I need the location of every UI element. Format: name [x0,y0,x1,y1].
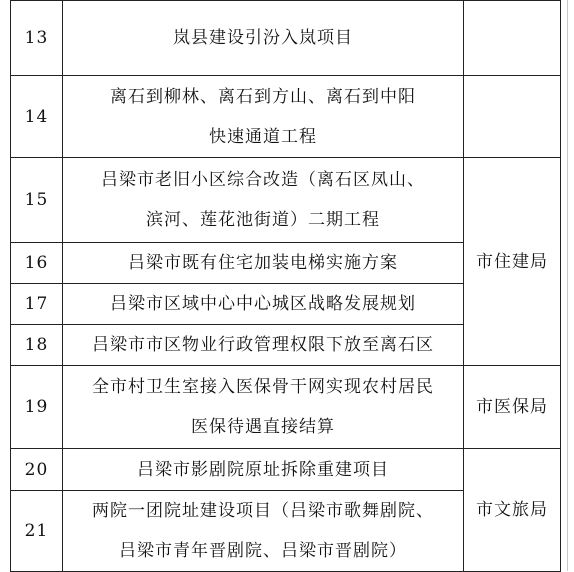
project-name-cell [63,158,464,243]
project-name-line: 离石到柳林、离石到方山、离石到中阳 [110,86,416,107]
table-row [11,1,561,76]
row-number-cell: 18 [11,325,63,366]
project-table [10,0,561,572]
project-name-cell [63,325,464,366]
page-edge-line [567,0,568,571]
project-name-line: 吕梁市老旧小区综合改造（离石区凤山、 [101,170,425,190]
project-name-line: 医保待遇直接结算 [191,417,335,437]
department-cell-medical: 市医保局 [464,366,561,449]
row-number-cell: 16 [11,243,63,284]
row-number-cell: 20 [11,449,63,491]
project-name-cell [63,243,464,284]
project-name-line: 岚县建设引汾入岚项目 [173,28,353,48]
table-row [11,366,561,449]
project-name-line: 全市村卫生室接入医保骨干网实现农村居民 [92,377,434,397]
project-name-line: 滨河、莲花池街道）二期工程 [146,210,380,230]
row-number-cell: 14 [11,76,63,158]
department-cell-culture: 市文旅局 [464,449,561,572]
row-number-cell: 15 [11,158,63,243]
project-name-cell [63,1,464,76]
table-row [11,76,561,158]
project-name-line: 两院一团院址建设项目（吕梁市歌舞剧院、 [92,501,434,521]
project-name-line: 吕梁市区域中心中心城区战略发展规划 [110,294,416,314]
project-name-line: 吕梁市青年晋剧院、吕梁市晋剧院） [119,541,407,561]
department-cell-empty [464,76,561,158]
project-name-cell [63,491,464,572]
project-name-line: 吕梁市影剧院原址拆除重建项目 [137,459,389,480]
department-cell-empty [464,1,561,76]
project-name-cell [63,284,464,325]
project-name-cell [63,449,464,491]
project-name-line: 吕梁市既有住宅加装电梯实施方案 [128,253,398,273]
table-row [11,158,561,243]
row-number-cell: 13 [11,1,63,76]
project-name-line: 快速通道工程 [209,126,317,147]
row-number-cell: 17 [11,284,63,325]
row-number-cell: 19 [11,366,63,449]
row-number-cell: 21 [11,491,63,572]
department-cell-housing: 市住建局 [464,158,561,366]
table-row [11,449,561,491]
project-name-line: 吕梁市市区物业行政管理权限下放至离石区 [92,335,434,355]
project-name-cell [63,366,464,449]
project-name-cell [63,76,464,158]
